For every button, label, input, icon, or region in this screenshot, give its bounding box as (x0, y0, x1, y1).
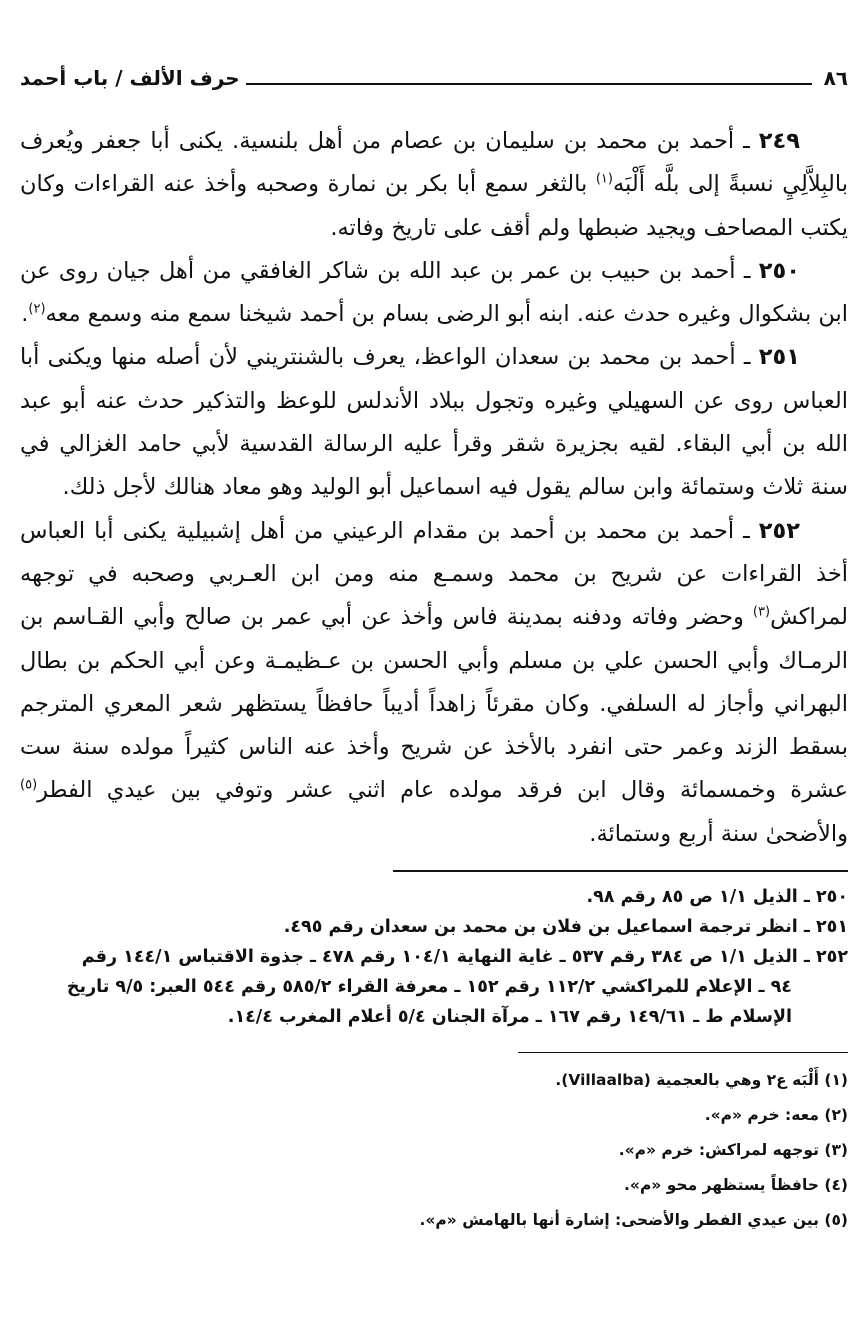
page-number: ٨٦ (823, 66, 848, 90)
entry-number: ٢٤٩ (758, 128, 800, 154)
footnote-ref: (٥) (20, 777, 38, 793)
footnote: (٢) معه: خرم «م». (704, 1106, 848, 1125)
entry-text: ـ أحمد بن محمد بن أحمد بن مقدام الرعيني من أهل إشبيلية يكنى أبا العباس أخذ القراءات عن شريح بن محمد وسمـع منه ومن ابن العـربي وصحبه في توجهه لمراكش (20, 517, 848, 631)
entry-249 (20, 120, 848, 250)
footnotes-list (20, 1063, 848, 1238)
source-line: ٢٥٠ ـ الذيل ١/١ ص ٨٥ رقم ٩٨. (586, 887, 848, 908)
sources-list (20, 882, 848, 1032)
footnote: (٤) حافظاً يستظهر محو «م». (624, 1176, 848, 1195)
source-line: ٩٤ ـ الإعلام للمراكشي ١١٢/٢ رقم ١٥٢ ـ معرفة القراء ٥٨٥/٢ رقم ٥٤٤ العبر: ٩/٥ تاريخ (66, 977, 792, 998)
entry-text: ـ أحمد بن محمد بن سليمان بن عصام من أهل بلنسية. يكنى أبا جعفر ويُعرف بالبِلاَّلِيِ نسبةً إلى بلَّه أَلْبَه (20, 128, 849, 198)
entry-text: بالثغر سمع أبا بكر بن نمارة وصحبه وأخذ عنه القراءات وكان يكتب المصاحف ويجيد ضبطها ولم أقف على تاريخ وفاته. (20, 171, 848, 241)
header-rule (246, 83, 812, 85)
footnote: (٣) توجهه لمراكش: خرم «م». (618, 1141, 848, 1160)
entry-text: ـ أحمد بن حبيب بن عمر بن عبد الله بن شاكر الغافقي من أهل جيان روى عن ابن بشكوال وغيره حدث عنه. ابنه أبو الرضى بسام بن أحمد شيخنا سمع منه وسمع معه (20, 257, 848, 328)
footnote: (٥) بين عيدي الفطر والأضحى: إشارة أنها بالهامش «م». (419, 1211, 848, 1230)
footnote: (١) أَلْبَه ع٢ وهي بالعجمية (Villaalba). (555, 1071, 848, 1090)
entry-number: ٢٥١ (758, 344, 800, 371)
entry-text: والأضحىٰ سنة أربع وستمائة. (589, 820, 848, 847)
entry-250 (20, 250, 848, 337)
footnotes-rule (518, 1052, 848, 1053)
source-line: ٢٥١ ـ انظر ترجمة اسماعيل بن فلان بن محمد بن سعدان رقم ٤٩٥. (283, 917, 848, 938)
entry-text: . (21, 301, 29, 328)
entry-number: ٢٥٢ (758, 517, 800, 544)
chapter-title: حرف الألف / باب أحمد (20, 66, 240, 90)
biography-entries (20, 120, 848, 856)
entry-252 (20, 510, 848, 856)
entry-251 (20, 336, 848, 509)
source-line: ٢٥٢ ـ الذيل ١/١ ص ٣٨٤ رقم ٥٣٧ ـ غاية النهاية ١٠٤/١ رقم ٤٧٨ ـ جذوة الاقتباس ١٤٤/١ رقم (81, 947, 848, 968)
source-line: الإسلام ط ـ ١٤٩/٦١ رقم ١٦٧ ـ مرآة الجنان ٥/٤ أعلام المغرب ١٤/٤. (227, 1007, 792, 1028)
sources-rule (393, 870, 848, 872)
page-header (20, 58, 848, 98)
footnote-ref: (١) (595, 171, 613, 187)
footnote-ref: (٣) (752, 604, 771, 620)
footnote-ref: (٢) (28, 301, 46, 317)
entry-text: ـ أحمد بن محمد بن سعدان الواعظ، يعرف بالشنتريني لأن أصله منها ويكنى أبا العباس روى عن السهيلي وغيره وتجول ببلاد الأندلس للوعظ والتذكير حدث عنه أبو عبد الله بن أبي البقاء. لقيه بجزيرة شقر وقرأ عليه الرسالة القدسية لأبي حامد الغزالي في سنة ثلاث وستمائة وابن سالم يقول فيه اسماعيل أبو الوليد وهو معاد هنالك لأجل ذلك. (20, 344, 848, 501)
book-page (20, 58, 848, 1318)
entry-text: وحضر وفاته ودفنه بمدينة فاس وأخذ عن أبي عمر بن صالح وأبي القـاسم بن الرمـاك وأبي الحسن علي بن مسلم وأبي الحسن بن عـظيمـة وعن أبي الحكم بن بطال البهراني وأجاز له السلفي. وكان مقرئاً زاهداً أديباً حافظاً يستظهر شعر المعري المترجم بسقط الزند وعمر حتى انفرد بالأخذ عن شريح وأخذ عنه الناس كثيراً مولده سنة ست عشرة وخمسمائة وقال ابن فرقد مولده عام اثني عشر وتوفي بين عيدي الفطر (20, 604, 848, 804)
entry-number: ٢٥٠ (758, 257, 800, 284)
